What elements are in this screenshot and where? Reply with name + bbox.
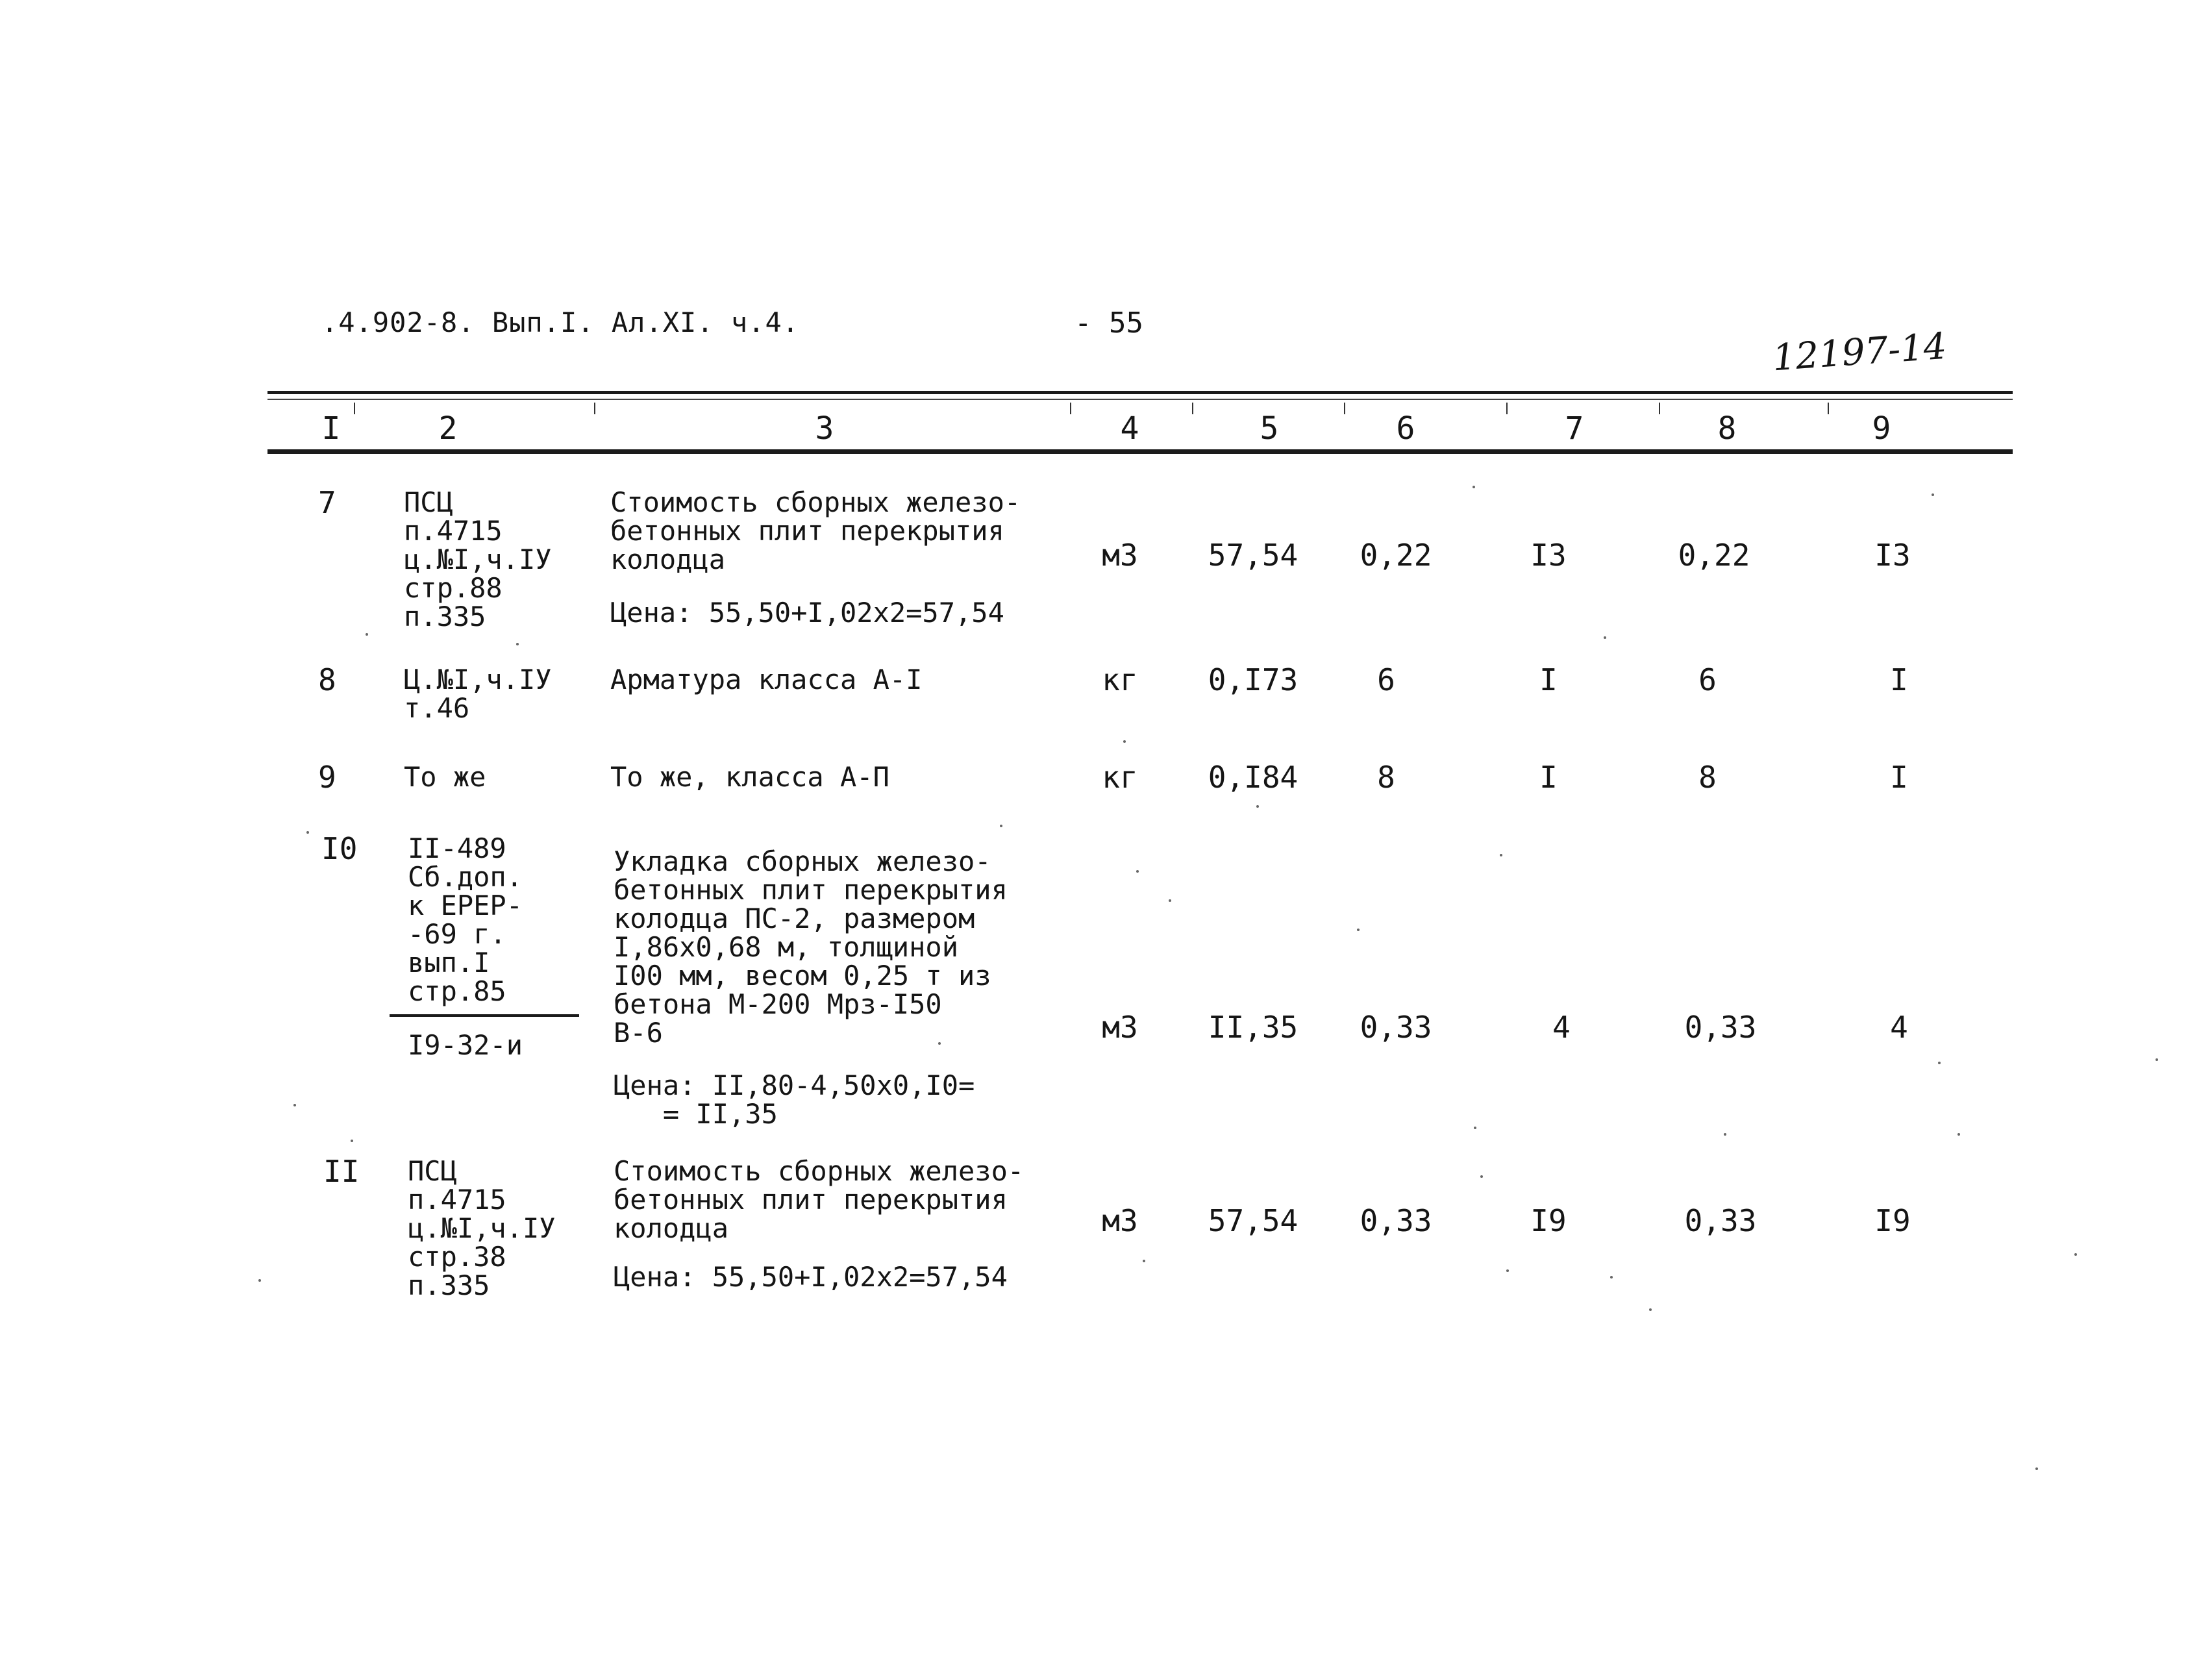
row-col7: I3 xyxy=(1530,538,1567,573)
scan-speck xyxy=(1473,486,1475,488)
row-price-formula: Цена: 55,50+I,02x2=57,54 xyxy=(610,597,1004,629)
row-number: II xyxy=(323,1154,360,1189)
column-number: I xyxy=(321,410,341,447)
row-unit: м3 xyxy=(1102,538,1138,573)
table-top-rule xyxy=(267,391,2013,394)
page-number: - 55 xyxy=(1075,306,1143,340)
column-tick xyxy=(1192,403,1193,414)
scan-speck xyxy=(1123,740,1126,743)
row-col5: 57,54 xyxy=(1208,1203,1299,1238)
scan-speck xyxy=(1136,870,1139,873)
scan-speck xyxy=(1143,1260,1145,1262)
scan-speck xyxy=(1000,825,1002,827)
column-number: 2 xyxy=(438,410,458,447)
table-top-rule-thin xyxy=(267,399,2013,400)
scan-speck xyxy=(1649,1308,1652,1311)
scan-speck xyxy=(2156,1058,2158,1061)
row-reference: II-489 Сб.доп. к ЕРЕР- -69 г. вып.I стр.85 xyxy=(408,832,523,1007)
scan-speck xyxy=(1604,636,1606,639)
scan-speck xyxy=(1480,1175,1483,1178)
scan-speck xyxy=(1506,1269,1509,1272)
row-unit: кг xyxy=(1102,662,1138,697)
row-number: 9 xyxy=(318,760,336,795)
row-col9: I9 xyxy=(1874,1203,1911,1238)
handwritten-code: 12197-14 xyxy=(1771,325,1948,380)
row-col8: 0,33 xyxy=(1684,1203,1757,1238)
row-unit: м3 xyxy=(1102,1203,1138,1238)
scan-speck xyxy=(516,643,519,645)
column-number: 9 xyxy=(1872,410,1891,447)
row-col7: 4 xyxy=(1552,1010,1571,1045)
row-number: 7 xyxy=(318,485,336,520)
column-number: 5 xyxy=(1260,410,1279,447)
row-description: Стоимость сборных железо- бетонных плит перекрытия колодца xyxy=(614,1155,1025,1244)
column-tick xyxy=(594,403,595,414)
row-description: Стоимость сборных железо- бетонных плит перекрытия колодца xyxy=(610,486,1021,575)
row-price-formula: Цена: 55,50+I,02x2=57,54 xyxy=(614,1261,1008,1293)
row-col5: II,35 xyxy=(1208,1010,1299,1045)
row-col6: 0,33 xyxy=(1360,1203,1432,1238)
scan-speck xyxy=(2035,1467,2038,1470)
row-col9: I xyxy=(1890,662,1908,697)
row-col7: I9 xyxy=(1530,1203,1567,1238)
scan-speck xyxy=(351,1140,353,1142)
row-reference: ПСЦ п.4715 ц.№I,ч.IУ стр.88 п.335 xyxy=(404,486,552,632)
row-col8: 0,22 xyxy=(1678,538,1750,573)
row-description: Укладка сборных железо- бетонных плит перекрытия колодца ПС-2, размером I,86x0,68 м, толщиной I00 мм, весом 0,25 т из бетона М-200 Мрз-I50 В-6 xyxy=(614,845,1008,1049)
scan-speck xyxy=(1724,1133,1726,1136)
document-reference: .4.902-8. Вып.I. Ал.XI. ч.4. xyxy=(321,306,800,338)
scan-speck xyxy=(2074,1253,2077,1256)
row-col7: I xyxy=(1539,760,1558,795)
scan-speck xyxy=(306,831,309,834)
column-tick xyxy=(1659,403,1660,414)
row-reference: Ц.№I,ч.IУ т.46 xyxy=(404,664,552,724)
row-price-formula: Цена: II,80-4,50x0,I0= = II,35 xyxy=(614,1069,975,1130)
row-col6: 0,33 xyxy=(1360,1010,1432,1045)
column-tick xyxy=(1828,403,1829,414)
scan-speck xyxy=(1938,1062,1941,1064)
column-tick xyxy=(1506,403,1508,414)
row-number: 8 xyxy=(318,662,336,697)
column-number: 6 xyxy=(1396,410,1415,447)
row-col5: 57,54 xyxy=(1208,538,1299,573)
table-header-bottom-rule xyxy=(267,449,2013,454)
row-col9: I3 xyxy=(1874,538,1911,573)
row-description: То же, класса А-П xyxy=(610,761,889,793)
row-col9: I xyxy=(1890,760,1908,795)
row-col8: 8 xyxy=(1698,760,1717,795)
column-number: 8 xyxy=(1717,410,1737,447)
scan-speck xyxy=(1169,899,1171,902)
scan-speck xyxy=(1610,1276,1613,1279)
row-col6: 8 xyxy=(1377,760,1395,795)
column-number: 4 xyxy=(1120,410,1139,447)
scan-speck xyxy=(366,633,368,636)
column-number: 3 xyxy=(815,410,834,447)
row-unit: м3 xyxy=(1102,1010,1138,1045)
scan-speck xyxy=(258,1279,261,1282)
row-col6: 6 xyxy=(1377,662,1395,697)
scan-speck xyxy=(1500,854,1502,856)
column-tick xyxy=(1344,403,1345,414)
column-tick xyxy=(1070,403,1071,414)
scan-speck xyxy=(938,1042,941,1045)
row-unit: кг xyxy=(1102,760,1138,795)
row-reference: То же xyxy=(404,761,486,793)
row-reference: ПСЦ п.4715 ц.№I,ч.IУ стр.38 п.335 xyxy=(408,1155,556,1301)
row-col5: 0,I73 xyxy=(1208,662,1299,697)
scan-speck xyxy=(1474,1127,1476,1129)
scan-speck xyxy=(1256,805,1259,808)
reference-separator xyxy=(390,1014,579,1017)
row-description: Арматура класса А-I xyxy=(610,664,923,695)
row-col7: I xyxy=(1539,662,1558,697)
scan-speck xyxy=(1357,929,1360,931)
scan-speck xyxy=(1957,1133,1960,1136)
row-col8: 6 xyxy=(1698,662,1717,697)
scan-speck xyxy=(1932,493,1934,496)
row-col6: 0,22 xyxy=(1360,538,1432,573)
row-col5: 0,I84 xyxy=(1208,760,1299,795)
row-reference-extra: I9-32-и xyxy=(408,1029,523,1061)
column-number: 7 xyxy=(1565,410,1584,447)
scan-speck xyxy=(293,1104,296,1106)
row-col8: 0,33 xyxy=(1684,1010,1757,1045)
row-number: I0 xyxy=(321,831,358,866)
row-col9: 4 xyxy=(1890,1010,1908,1045)
